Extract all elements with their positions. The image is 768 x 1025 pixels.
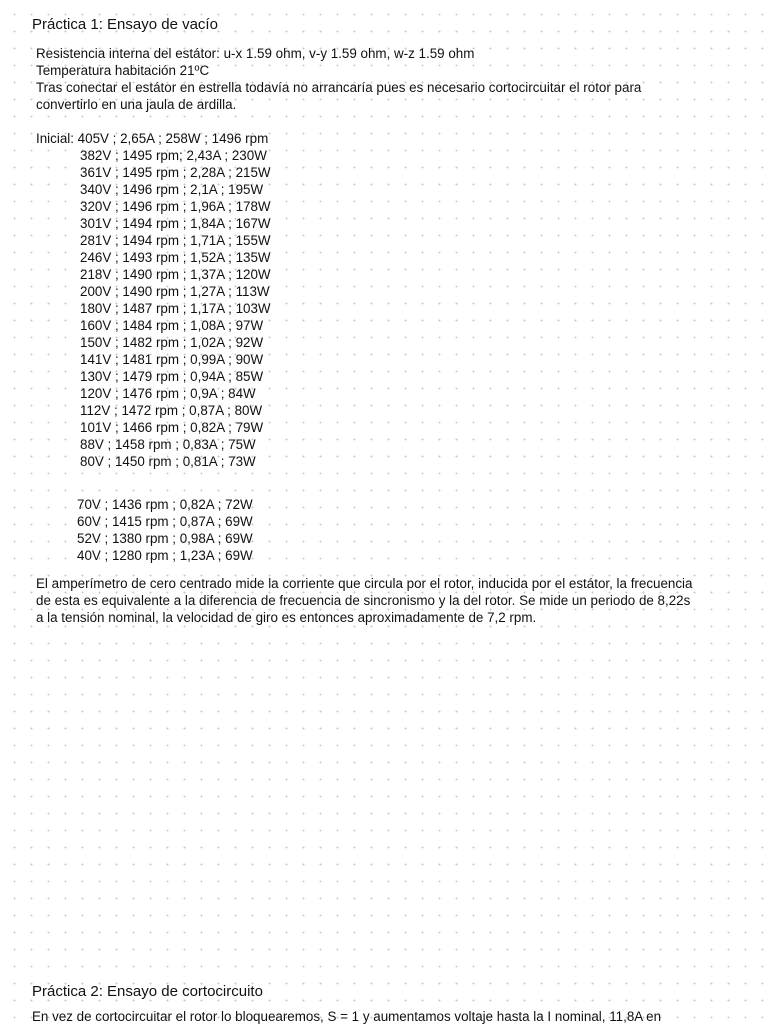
note-line: El amperímetro de cero centrado mide la corriente que circula por el rotor, inducida por el estátor, la frecuencia [36,576,693,591]
measurement-row: 88V ; 1458 rpm ; 0,83A ; 75W [80,437,256,452]
measurement-row-initial: Inicial: 405V ; 2,65A ; 258W ; 1496 rpm [36,131,269,146]
measurement-row: 150V ; 1482 rpm ; 1,02A ; 92W [80,335,264,350]
measurement-row: 60V ; 1415 rpm ; 0,87A ; 69W [77,514,253,529]
practica1-intro [36,45,736,113]
practica2-title: Práctica 2: Ensayo de cortocircuito [32,983,263,1000]
measurement-row: 70V ; 1436 rpm ; 0,82A ; 72W [77,497,253,512]
ammeter-note [36,575,748,626]
intro-line-temperature: Temperatura habitación 21ºC [36,63,210,78]
intro-line-procedure: Tras conectar el estátor en estrella todavía no arrancaría pues es necesario cortocircuitar el rotor para [36,80,642,95]
measurement-row: 281V ; 1494 rpm ; 1,71A ; 155W [80,233,271,248]
measurement-row: 301V ; 1494 rpm ; 1,84A ; 167W [80,216,271,231]
measurement-row: 40V ; 1280 rpm ; 1,23A ; 69W [77,548,253,563]
practica2-first-line: En vez de cortocircuitar el rotor lo bloquearemos, S = 1 y aumentamos voltaje hasta la I nominal, 11,8A en [32,1009,662,1024]
measurement-row: 340V ; 1496 rpm ; 2,1A ; 195W [80,182,264,197]
measurement-row: 101V ; 1466 rpm ; 0,82A ; 79W [80,420,264,435]
measurement-row: 160V ; 1484 rpm ; 1,08A ; 97W [80,318,264,333]
measurement-row: 361V ; 1495 rpm ; 2,28A ; 215W [80,165,271,180]
measurement-list-primary [36,130,271,470]
intro-line-procedure-cont: convertirlo en una jaula de ardilla. [36,97,237,112]
measurement-row: 130V ; 1479 rpm ; 0,94A ; 85W [80,369,264,384]
practica1-title: Práctica 1: Ensayo de vacío [32,16,218,33]
measurement-row: 141V ; 1481 rpm ; 0,99A ; 90W [80,352,264,367]
measurement-row: 180V ; 1487 rpm ; 1,17A ; 103W [80,301,271,316]
measurement-row: 218V ; 1490 rpm ; 1,37A ; 120W [80,267,271,282]
measurement-row: 200V ; 1490 rpm ; 1,27A ; 113W [80,284,270,299]
note-line: de esta es equivalente a la diferencia de frecuencia de sincronismo y la del rotor. Se mide un periodo de 8,22s [36,593,691,608]
measurement-row: 112V ; 1472 rpm ; 0,87A ; 80W [80,403,263,418]
measurement-row: 52V ; 1380 rpm ; 0,98A ; 69W [77,531,253,546]
intro-line-resistance: Resistencia interna del estátor: u-x 1.59 ohm, v-y 1.59 ohm, w-z 1.59 ohm [36,46,475,61]
measurement-row: 320V ; 1496 rpm ; 1,96A ; 178W [80,199,271,214]
measurement-row: 80V ; 1450 rpm ; 0,81A ; 73W [80,454,256,469]
measurement-list-secondary [77,496,253,564]
measurement-row: 246V ; 1493 rpm ; 1,52A ; 135W [80,250,271,265]
measurement-row: 120V ; 1476 rpm ; 0,9A ; 84W [80,386,256,401]
note-line: a la tensión nominal, la velocidad de giro es entonces aproximadamente de 7,2 rpm. [36,610,537,625]
measurement-row: 382V ; 1495 rpm; 2,43A ; 230W [80,148,267,163]
